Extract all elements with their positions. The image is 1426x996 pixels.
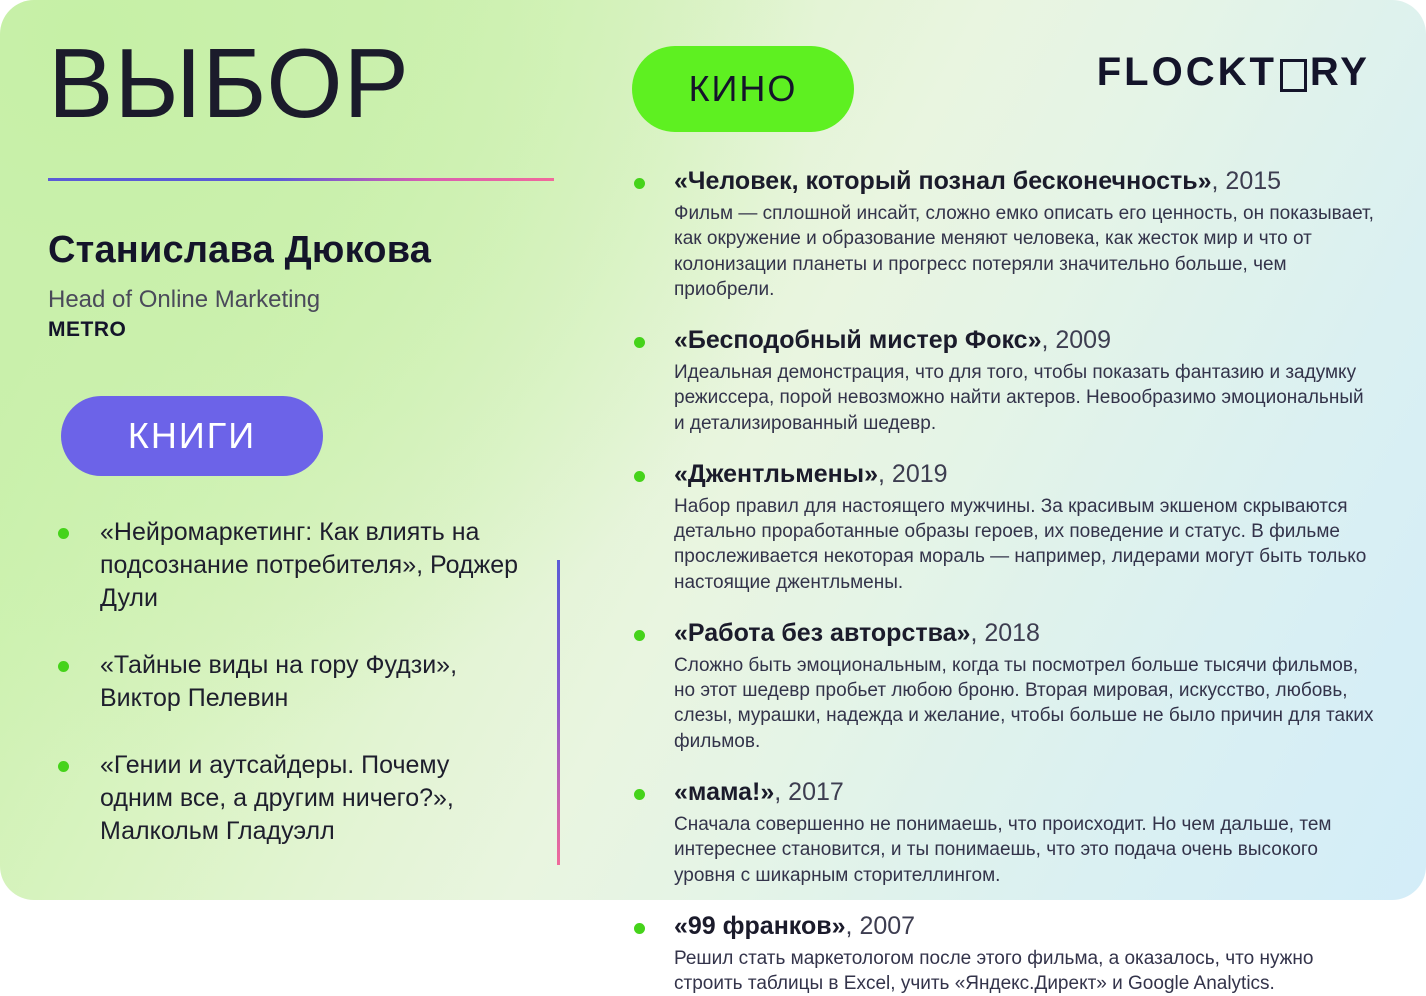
movie-title-line xyxy=(674,325,1374,355)
list-item xyxy=(626,777,1374,888)
movie-title: «99 франков» xyxy=(674,911,846,940)
person-company: METRO xyxy=(48,318,127,341)
list-item xyxy=(626,618,1374,754)
list-item xyxy=(50,649,520,715)
movie-title-line xyxy=(674,618,1374,648)
cinema-section-pill: КИНО xyxy=(632,46,854,132)
movie-title-line xyxy=(674,166,1374,196)
book-title: «Гении и аутсайдеры. Почему одним все, а другим ничего?», Малкольм Гладуэлл xyxy=(100,751,454,845)
movie-title-line xyxy=(674,459,1374,489)
book-title: «Нейромаркетинг: Как влиять на подсознание потребителя», Роджер Дули xyxy=(100,518,519,612)
bullet-icon xyxy=(634,337,645,348)
logo-square-icon xyxy=(1280,59,1307,92)
vertical-accent-line xyxy=(557,560,560,865)
bullet-icon xyxy=(58,528,69,539)
book-title: «Тайные виды на гору Фудзи», Виктор Пелевин xyxy=(100,651,458,712)
bullet-icon xyxy=(634,178,645,189)
list-item xyxy=(626,459,1374,595)
person-name: Станислава Дюкова xyxy=(48,229,432,271)
bullet-icon xyxy=(58,761,69,772)
list-item xyxy=(626,166,1374,302)
movie-description: Сначала совершенно не понимаешь, что происходит. Но чем дальше, тем интереснее становится, и ты понимаешь, что это подача очень высокого уровня с шикарным сторителлингом. xyxy=(674,813,1332,886)
movie-description: Фильм — сплошной инсайт, сложно емко описать его ценность, он показывает, как окружение и образование меняют человека, как жесток мир и что от колонизации планеты и прогресс потеряли значительно больше, чем приобрели. xyxy=(674,203,1374,300)
page-title: ВЫБОР xyxy=(48,28,410,138)
movie-title-line xyxy=(674,911,1374,941)
movie-description: Сложно быть эмоциональным, когда ты посмотрел больше тысячи фильмов, но этот шедевр пробьет любою броню. Вторая мировая, искусство, любовь, слезы, мурашки, надежда и желание, чтобы больше не было причин для таких фильмов. xyxy=(674,654,1374,752)
movie-title: «Джентльмены» xyxy=(674,459,879,488)
movie-year: , 2017 xyxy=(774,777,844,806)
movie-year: , 2019 xyxy=(878,459,948,488)
movie-title: «мама!» xyxy=(674,777,775,806)
right-column xyxy=(600,0,1426,995)
movie-title: «Бесподобный мистер Фокс» xyxy=(674,326,1042,355)
person-role: Head of Online Marketing xyxy=(48,286,321,313)
bullet-icon xyxy=(58,661,69,672)
list-item xyxy=(626,325,1374,436)
movie-year: , 2007 xyxy=(845,911,916,940)
movie-title-line xyxy=(674,777,1374,807)
movie-description: Решил стать маркетологом после этого фильма, а оказалось, что нужно строить таблицы в Excel, учить «Яндекс.Директ» и Google Analytics. xyxy=(674,947,1314,995)
flocktory-logo xyxy=(1097,50,1370,95)
bullet-icon xyxy=(634,471,645,482)
logo-text-part1: FLOCKT xyxy=(1096,50,1277,94)
movies-list xyxy=(626,166,1374,996)
books-list xyxy=(48,516,560,848)
right-header xyxy=(626,34,1374,132)
movie-title: «Человек, который познал бесконечность» xyxy=(674,167,1212,195)
bullet-icon xyxy=(634,630,645,641)
books-section-pill: КНИГИ xyxy=(61,396,323,476)
movie-year: , 2018 xyxy=(970,618,1040,647)
gradient-divider xyxy=(48,178,554,181)
list-item xyxy=(626,911,1374,996)
left-column xyxy=(0,0,600,900)
bullet-icon xyxy=(634,923,645,934)
bullet-icon xyxy=(634,789,645,800)
movie-year: , 2009 xyxy=(1041,326,1111,355)
movie-year: , 2015 xyxy=(1211,167,1282,195)
list-item xyxy=(50,749,520,848)
movie-description: Набор правил для настоящего мужчины. За красивым экшеном скрываются детально проработанные образы героев, их поведение и статус. В фильме прослеживается некоторая мораль — например, лидерами могут быть только настоящие джентльмены. xyxy=(674,495,1367,593)
logo-text-part2: RY xyxy=(1309,50,1370,94)
movie-description: Идеальная демонстрация, что для того, чтобы показать фантазию и задумку режиссера, порой невозможно найти актеров. Невообразимо эмоциональный и детализированный шедевр. xyxy=(674,362,1364,434)
list-item xyxy=(50,516,520,615)
movie-title: «Работа без авторства» xyxy=(674,618,971,647)
